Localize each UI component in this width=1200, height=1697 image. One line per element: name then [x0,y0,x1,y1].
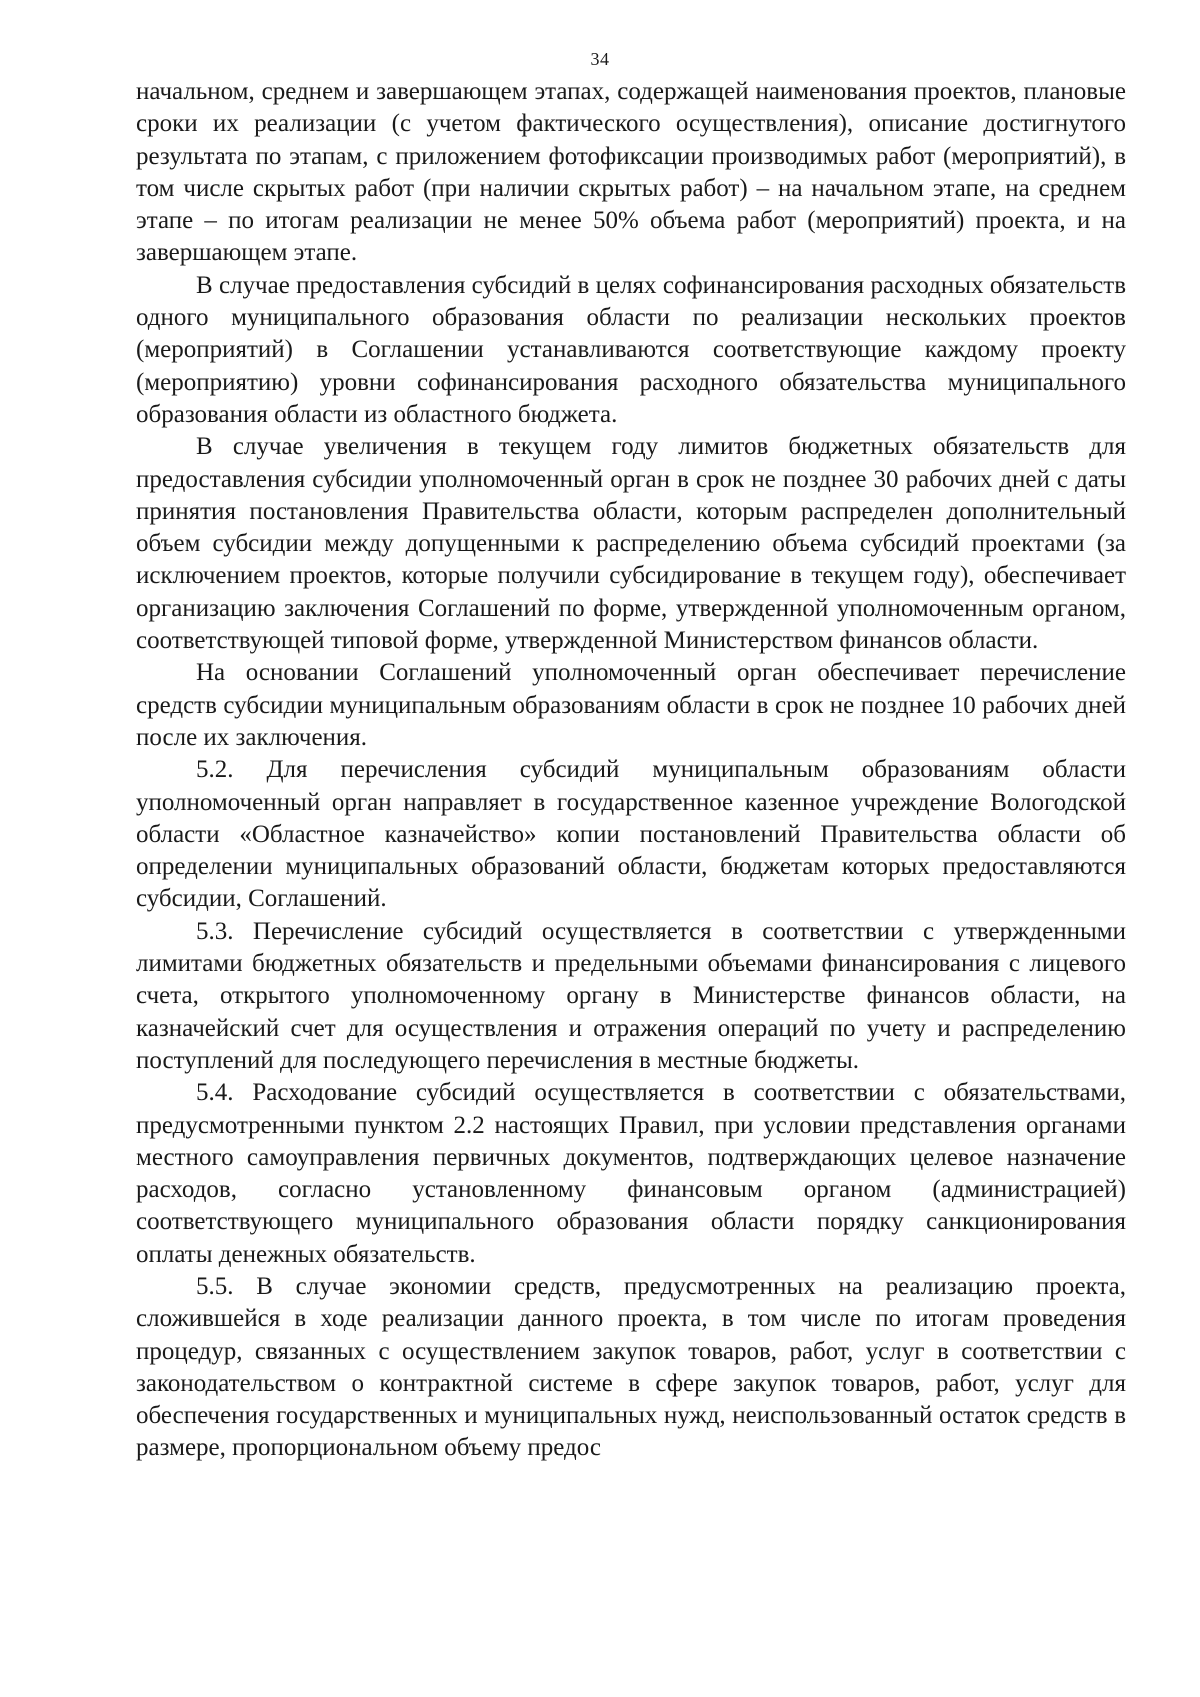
paragraph-continuation: начальном, среднем и завершающем этапах, содержащей наименования проектов, плановые сроки их реализации (с учетом фактического осуществления), описание достигнутого результата по этапам, с приложением фотофиксации производимых работ (мероприятий), в том числе скрытых работ (при наличии скрытых работ) – на начальном этапе, на среднем этапе – по итогам реализации не менее 50% объема работ (мероприятий) проекта, и на завершающем этапе. [136,78,1126,267]
document-body [136,76,1126,1465]
paragraph-limits-increase: В случае увеличения в текущем году лимитов бюджетных обязательств для предоставления субсидии уполномоченный орган в срок не позднее 30 рабочих дней с даты принятия постановления Правительства области, которым распределен дополнительный объем субсидии между допущенными к распределению объема субсидий проектами (за исключением проектов, которые получили субсидирование в текущем году), обеспечивает организацию заключения Соглашений по форме, утвержденной уполномоченным органом, соответствующей типовой форме, утвержденной Министерством финансов области. [136,433,1126,655]
paragraph-clause-5-2: 5.2. Для перечисления субсидий муниципальным образованиям области уполномоченный орган направляет в государственное казенное учреждение Вологодской области «Областное казначейство» копии постановлений Правительства области об определении муниципальных образований области, бюджетам которых предоставляются субсидии, Соглашений. [136,756,1126,913]
paragraph-clause-5-5: 5.5. В случае экономии средств, предусмотренных на реализацию проекта, сложившейся в ходе реализации данного проекта, в том числе по итогам проведения процедур, связанных с осуществлением закупок товаров, работ, услуг в соответствии с законодательством о контрактной системе в сфере закупок товаров, работ, услуг для обеспечения государственных и муниципальных нужд, неиспользованный остаток средств в размере, пропорциональном объему предос [136,1272,1126,1462]
paragraph-cofinancing-levels: В случае предоставления субсидий в целях софинансирования расходных обязательств одного муниципального образования области по реализации нескольких проектов (мероприятий) в Соглашении устанавливаются соответствующие каждому проекту (мероприятию) уровни софинансирования расходного обязательства муниципального образования области из областного бюджета. [136,271,1126,428]
paragraph-transfer-deadline: На основании Соглашений уполномоченный орган обеспечивает перечисление средств субсидии муниципальным образованиям области в срок не позднее 10 рабочих дней после их заключения. [136,659,1126,751]
page-number: 34 [590,49,610,69]
paragraph-clause-5-4: 5.4. Расходование субсидий осуществляется в соответствии с обязательствами, предусмотренными пунктом 2.2 настоящих Правил, при условии представления органами местного самоуправления первичных документов, подтверждающих целевое назначение расходов, согласно установленному финансовым органом (администрацией) соответствующего муниципального образования области порядку санкционирования оплаты денежных обязательств. [136,1079,1126,1268]
paragraph-clause-5-3: 5.3. Перечисление субсидий осуществляется в соответствии с утвержденными лимитами бюджетных обязательств и предельными объемами финансирования с лицевого счета, открытого уполномоченному органу в Министерстве финансов области, на казначейский счет для осуществления и отражения операций по учету и распределению поступлений для последующего перечисления в местные бюджеты. [136,917,1126,1074]
